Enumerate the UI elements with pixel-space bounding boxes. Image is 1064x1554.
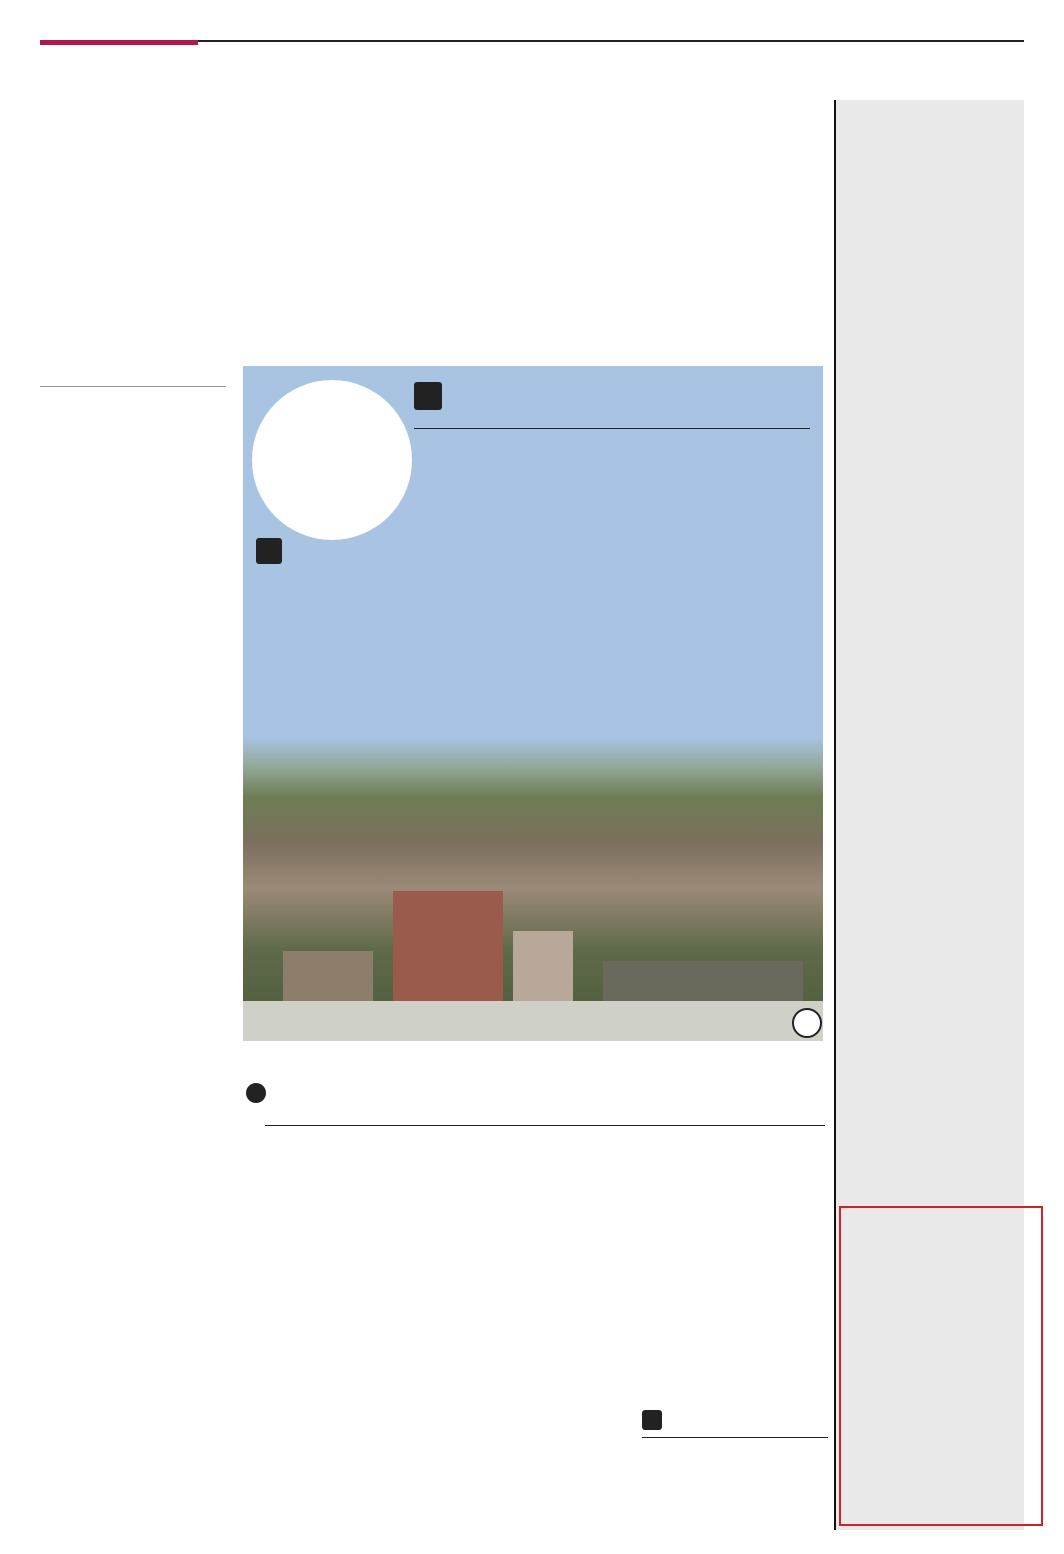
psm-rule — [265, 1125, 825, 1126]
infographic-title-circle — [252, 380, 412, 540]
factory-icon — [414, 382, 442, 410]
total-bracket — [414, 428, 810, 429]
section-accent-bar — [40, 40, 198, 45]
highlight-box — [839, 1206, 1043, 1526]
size-stacked-bar — [414, 430, 814, 490]
people-icon — [256, 538, 282, 564]
sidebar-rule — [834, 100, 836, 1530]
org-bar-chart — [243, 580, 823, 800]
stadium-roof — [243, 1001, 823, 1041]
en-definitiva-rule — [642, 1437, 828, 1438]
byline-rule — [40, 386, 226, 387]
checkered-flag-icon — [642, 1410, 662, 1430]
article-column-1 — [40, 396, 226, 406]
pin-icon — [246, 1083, 266, 1103]
elcolombiano-c-logo — [792, 1008, 822, 1038]
